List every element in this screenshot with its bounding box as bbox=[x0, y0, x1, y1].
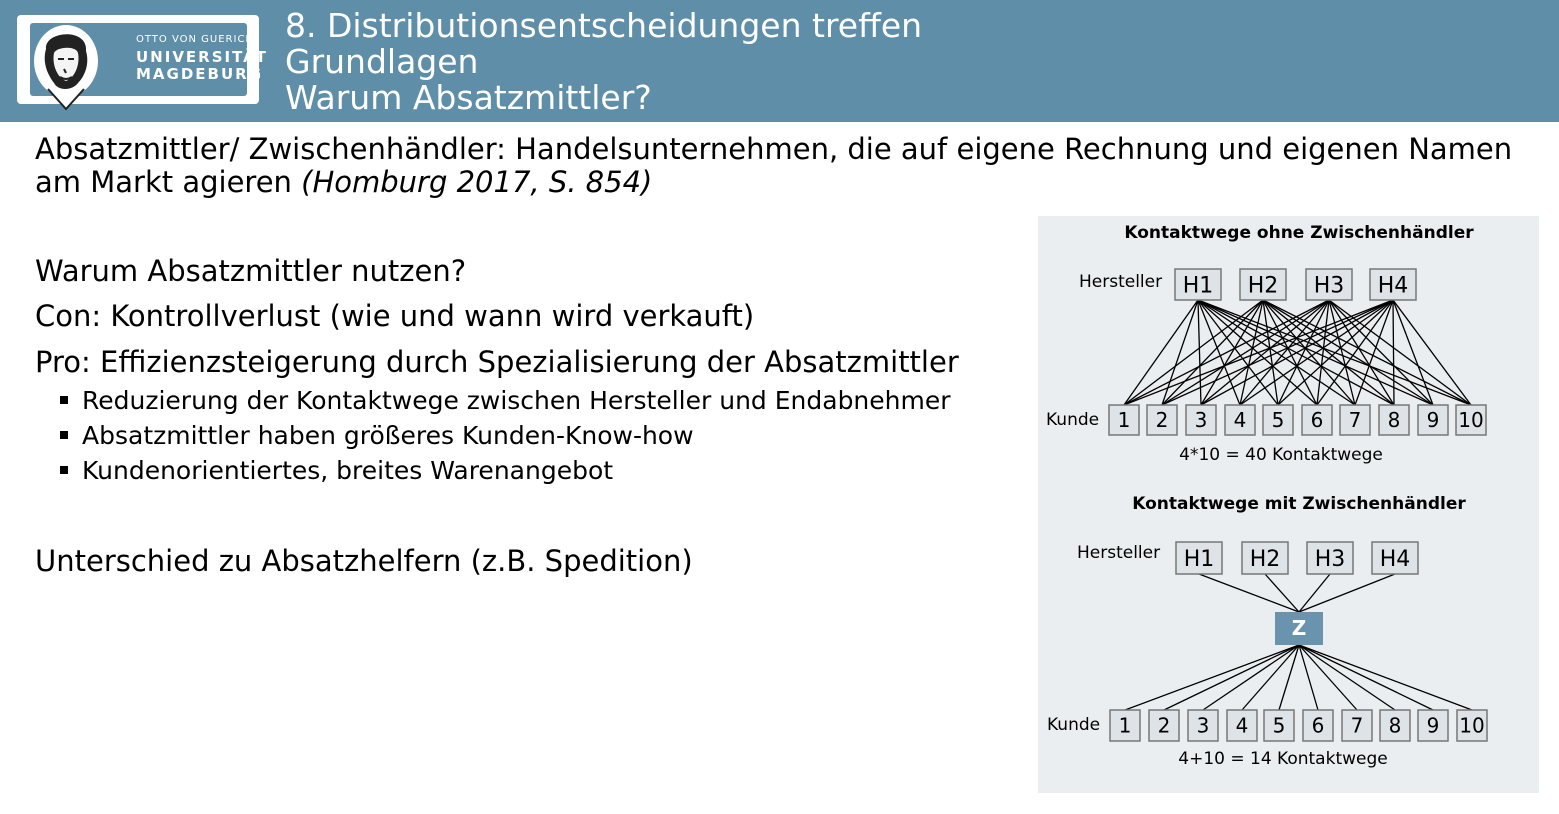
top-producer-label: H2 bbox=[1247, 273, 1279, 299]
bottom-producer-label: H1 bbox=[1183, 546, 1215, 572]
top-diagram-title: Kontaktwege ohne Zwischenhändler bbox=[1124, 223, 1474, 243]
top-producer-label: Hersteller bbox=[1079, 272, 1163, 292]
top-customer-node bbox=[1418, 405, 1448, 435]
contact-path-line bbox=[1393, 300, 1394, 405]
top-customer-label: 3 bbox=[1194, 408, 1208, 433]
contact-path-line bbox=[1329, 300, 1471, 405]
university-logo bbox=[17, 15, 268, 104]
logo-text-line3: MAGDEBURG bbox=[136, 65, 264, 83]
intermediary-to-customer-line bbox=[1125, 645, 1299, 710]
bottom-customer-node bbox=[1418, 710, 1448, 741]
logo-inner bbox=[30, 23, 268, 96]
logo-text-line1: OTTO VON GUERICKE bbox=[136, 34, 261, 45]
bottom-producer-node bbox=[1176, 542, 1222, 574]
bottom-customer-label: 10 bbox=[1459, 713, 1485, 738]
intermediary-to-customer-line bbox=[1299, 645, 1472, 710]
bottom-customer-label: 1 bbox=[1118, 713, 1132, 738]
bottom-customer-node bbox=[1342, 710, 1372, 741]
top-customer-label: 2 bbox=[1155, 408, 1169, 433]
intermediary-label: Z bbox=[1291, 616, 1307, 640]
contact-path-line bbox=[1162, 300, 1263, 405]
logo-text-line2: UNIVERSITÄT bbox=[136, 48, 268, 66]
bottom-customer-label: 5 bbox=[1272, 713, 1286, 738]
top-customer-label: 6 bbox=[1310, 408, 1324, 433]
contact-path-line bbox=[1198, 300, 1471, 405]
slide-title-line-2: Grundlagen bbox=[285, 42, 479, 81]
bottom-producer-label: H4 bbox=[1379, 546, 1411, 572]
bullet-text: Absatzmittler haben größeres Kunden-Know-how bbox=[82, 421, 694, 450]
top-customer-node bbox=[1456, 405, 1486, 435]
bullet-square-icon bbox=[60, 431, 68, 439]
definition-text: Absatzmittler/ Zwischenhändler: Handelsunternehmen, die auf eigene Rechnung und eigenen Namen am Markt agieren bbox=[35, 132, 1513, 199]
header-bar bbox=[0, 0, 1559, 122]
bottom-customer-node bbox=[1264, 710, 1294, 741]
bottom-customer-node bbox=[1380, 710, 1410, 741]
slide-title-line-3: Warum Absatzmittler? bbox=[285, 78, 652, 117]
bottom-customer-label: 3 bbox=[1196, 713, 1210, 738]
intermediary-to-customer-line bbox=[1299, 645, 1357, 710]
bottom-customer-label: 8 bbox=[1388, 713, 1402, 738]
contact-path-line bbox=[1393, 300, 1471, 405]
bullet-text: Reduzierung der Kontaktwege zwischen Hersteller und Endabnehmer bbox=[82, 386, 951, 415]
top-customer-label: 9 bbox=[1426, 408, 1440, 433]
contact-path-line bbox=[1124, 300, 1393, 405]
pro-line: Pro: Effizienzsteigerung durch Spezialisierung der Absatzmittler bbox=[35, 345, 959, 379]
top-producer-label: H4 bbox=[1377, 273, 1409, 299]
bottom-customer-label: 6 bbox=[1311, 713, 1325, 738]
top-producer-node bbox=[1306, 269, 1352, 300]
top-customer-label: 10 bbox=[1458, 408, 1484, 433]
top-producer-label: H1 bbox=[1182, 273, 1214, 299]
top-producer-label: H3 bbox=[1313, 273, 1345, 299]
top-diagram-caption: 4*10 = 40 Kontaktwege bbox=[1179, 445, 1383, 465]
top-customer-node bbox=[1225, 405, 1255, 435]
bottom-customer-label: 9 bbox=[1426, 713, 1440, 738]
top-customer-label: 7 bbox=[1348, 408, 1362, 433]
top-customer-node bbox=[1147, 405, 1177, 435]
bottom-producer-label: H2 bbox=[1249, 546, 1281, 572]
definition-citation: (Homburg 2017, S. 854) bbox=[301, 165, 653, 199]
bottom-producer-label: H3 bbox=[1314, 546, 1346, 572]
producer-to-intermediary-line bbox=[1199, 574, 1299, 612]
producer-to-intermediary-line bbox=[1299, 574, 1395, 612]
bullet-item bbox=[60, 421, 694, 450]
bullet-text: Kundenorientiertes, breites Warenangebot bbox=[82, 456, 614, 485]
bottom-customer-node bbox=[1188, 710, 1218, 741]
contact-path-line bbox=[1263, 300, 1433, 405]
contact-paths-figure bbox=[1038, 216, 1539, 793]
contact-path-line bbox=[1124, 300, 1263, 405]
bottom-customer-node bbox=[1457, 710, 1487, 741]
contact-path-line bbox=[1198, 300, 1201, 405]
definition-paragraph bbox=[35, 133, 1515, 199]
bullet-item bbox=[60, 386, 951, 415]
top-customer-label: 1 bbox=[1117, 408, 1131, 433]
contact-path-line bbox=[1263, 300, 1471, 405]
top-customer-node bbox=[1186, 405, 1216, 435]
top-customer-node bbox=[1302, 405, 1332, 435]
bottom-customer-node bbox=[1110, 710, 1140, 741]
top-producer-node bbox=[1240, 269, 1286, 300]
top-customer-label: 5 bbox=[1271, 408, 1285, 433]
intermediary-to-customer-line bbox=[1164, 645, 1299, 710]
bottom-diagram-title: Kontaktwege mit Zwischenhändler bbox=[1132, 494, 1466, 514]
bottom-producer-node bbox=[1242, 542, 1288, 574]
slide-title-line-1: 8. Distributionsentscheidungen treffen bbox=[285, 6, 923, 45]
question-line: Warum Absatzmittler nutzen? bbox=[35, 254, 467, 288]
top-producer-node bbox=[1370, 269, 1416, 300]
top-customer-label: 8 bbox=[1387, 408, 1401, 433]
bottom-customer-node bbox=[1149, 710, 1179, 741]
bottom-customer-node bbox=[1227, 710, 1257, 741]
top-producer-node bbox=[1175, 269, 1221, 300]
bottom-producer-node bbox=[1372, 542, 1418, 574]
guericke-portrait-icon bbox=[28, 19, 108, 111]
contact-paths-diagram bbox=[1038, 216, 1539, 793]
bottom-diagram-caption: 4+10 = 14 Kontaktwege bbox=[1178, 749, 1388, 769]
bottom-customer-label: Kunde bbox=[1047, 715, 1101, 735]
intermediary-to-customer-line bbox=[1299, 645, 1433, 710]
bullet-square-icon bbox=[60, 396, 68, 404]
top-customer-node bbox=[1340, 405, 1370, 435]
top-customer-node bbox=[1109, 405, 1139, 435]
contact-path-line bbox=[1329, 300, 1394, 405]
top-customer-node bbox=[1379, 405, 1409, 435]
producer-to-intermediary-line bbox=[1265, 574, 1299, 612]
bullet-square-icon bbox=[60, 466, 68, 474]
top-customer-label: 4 bbox=[1233, 408, 1247, 433]
difference-line: Unterschied zu Absatzhelfern (z.B. Spedition) bbox=[35, 544, 693, 578]
contact-path-line bbox=[1317, 300, 1329, 405]
top-customer-label: Kunde bbox=[1046, 410, 1100, 430]
bottom-customer-label: 2 bbox=[1157, 713, 1171, 738]
bottom-customer-label: 7 bbox=[1350, 713, 1364, 738]
bullet-item bbox=[60, 456, 613, 485]
bottom-producer-node bbox=[1307, 542, 1353, 574]
intermediary-to-customer-line bbox=[1299, 645, 1395, 710]
bottom-customer-label: 4 bbox=[1235, 713, 1249, 738]
bottom-customer-node bbox=[1303, 710, 1333, 741]
intermediary-to-customer-line bbox=[1279, 645, 1299, 710]
con-line: Con: Kontrollverlust (wie und wann wird verkauft) bbox=[35, 299, 755, 333]
bottom-producer-label: Hersteller bbox=[1077, 543, 1161, 563]
top-customer-node bbox=[1263, 405, 1293, 435]
